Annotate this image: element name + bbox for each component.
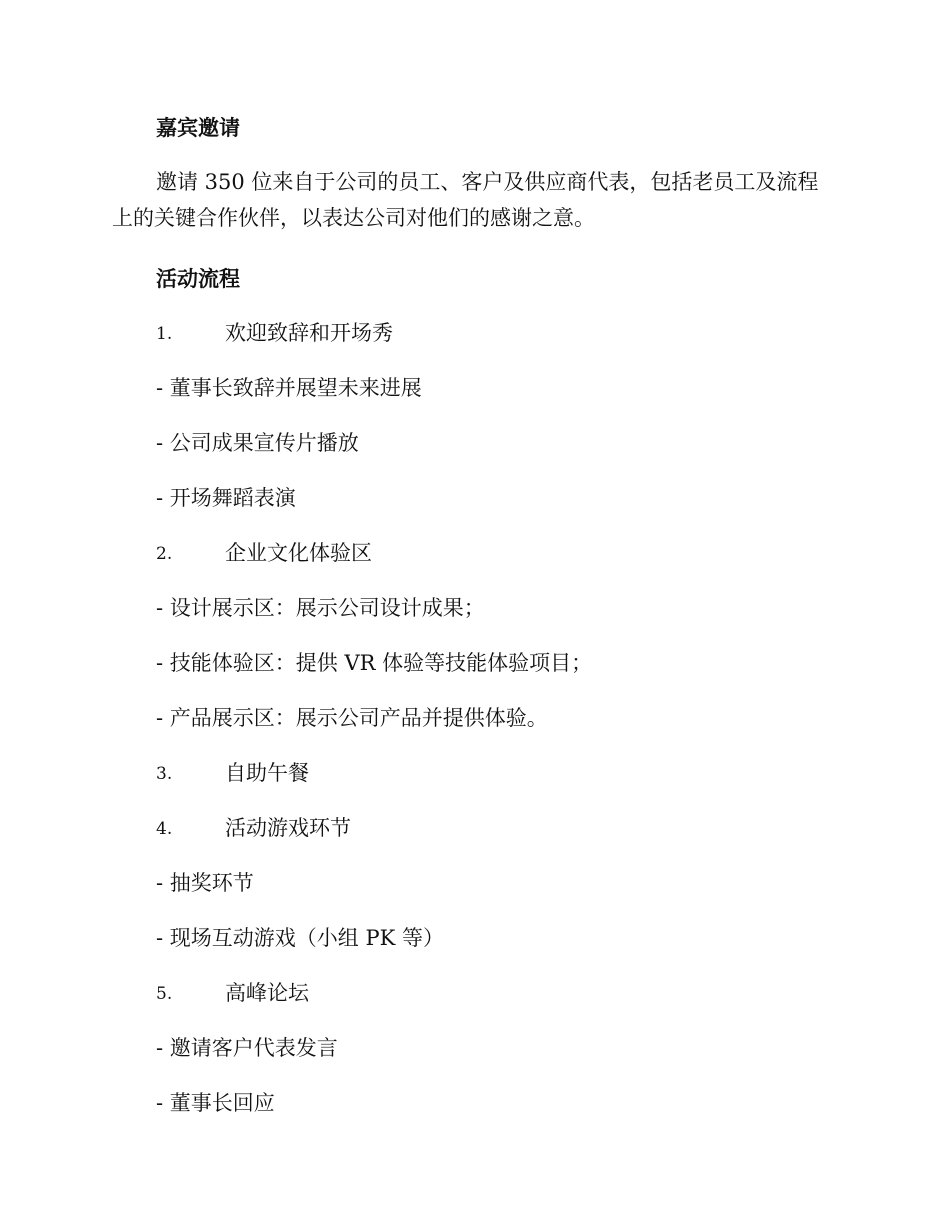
agenda-bullet: - 开场舞蹈表演: [156, 486, 296, 510]
agenda-bullet: - 产品展示区：展示公司产品并提供体验。: [156, 706, 548, 730]
agenda-item-title: 欢迎致辞和开场秀: [225, 321, 393, 345]
agenda-item-title: 高峰论坛: [225, 981, 309, 1005]
section-heading-agenda: 活动流程: [156, 266, 240, 291]
agenda-bullet: - 现场互动游戏（小组 PK 等）: [156, 926, 444, 950]
agenda-number: 5.: [156, 984, 173, 1004]
agenda-bullet: - 技能体验区：提供 VR 体验等技能体验项目；: [156, 651, 593, 675]
agenda-number: 4.: [156, 819, 173, 839]
agenda-number: 3.: [156, 764, 173, 784]
agenda-bullet: - 董事长回应: [156, 1091, 275, 1115]
agenda-item-title: 自助午餐: [225, 761, 309, 785]
agenda-bullet: - 抽奖环节: [156, 871, 254, 895]
agenda-item-title: 活动游戏环节: [225, 816, 351, 840]
agenda-bullet: - 设计展示区：展示公司设计成果；: [156, 596, 485, 620]
guests-paragraph: 邀请 350 位来自于公司的员工、客户及供应商代表，包括老员工及流程上的关键合作伙伴，以表达公司对他们的感谢之意。: [112, 170, 819, 230]
agenda-number: 1.: [156, 324, 173, 344]
agenda-bullet: - 邀请客户代表发言: [156, 1036, 338, 1060]
agenda-bullet: - 董事长致辞并展望未来进展: [156, 376, 422, 400]
agenda-item-title: 企业文化体验区: [225, 541, 372, 565]
section-heading-guests: 嘉宾邀请: [156, 115, 240, 140]
agenda-bullet: - 公司成果宣传片播放: [156, 431, 359, 455]
agenda-number: 2.: [156, 544, 173, 564]
